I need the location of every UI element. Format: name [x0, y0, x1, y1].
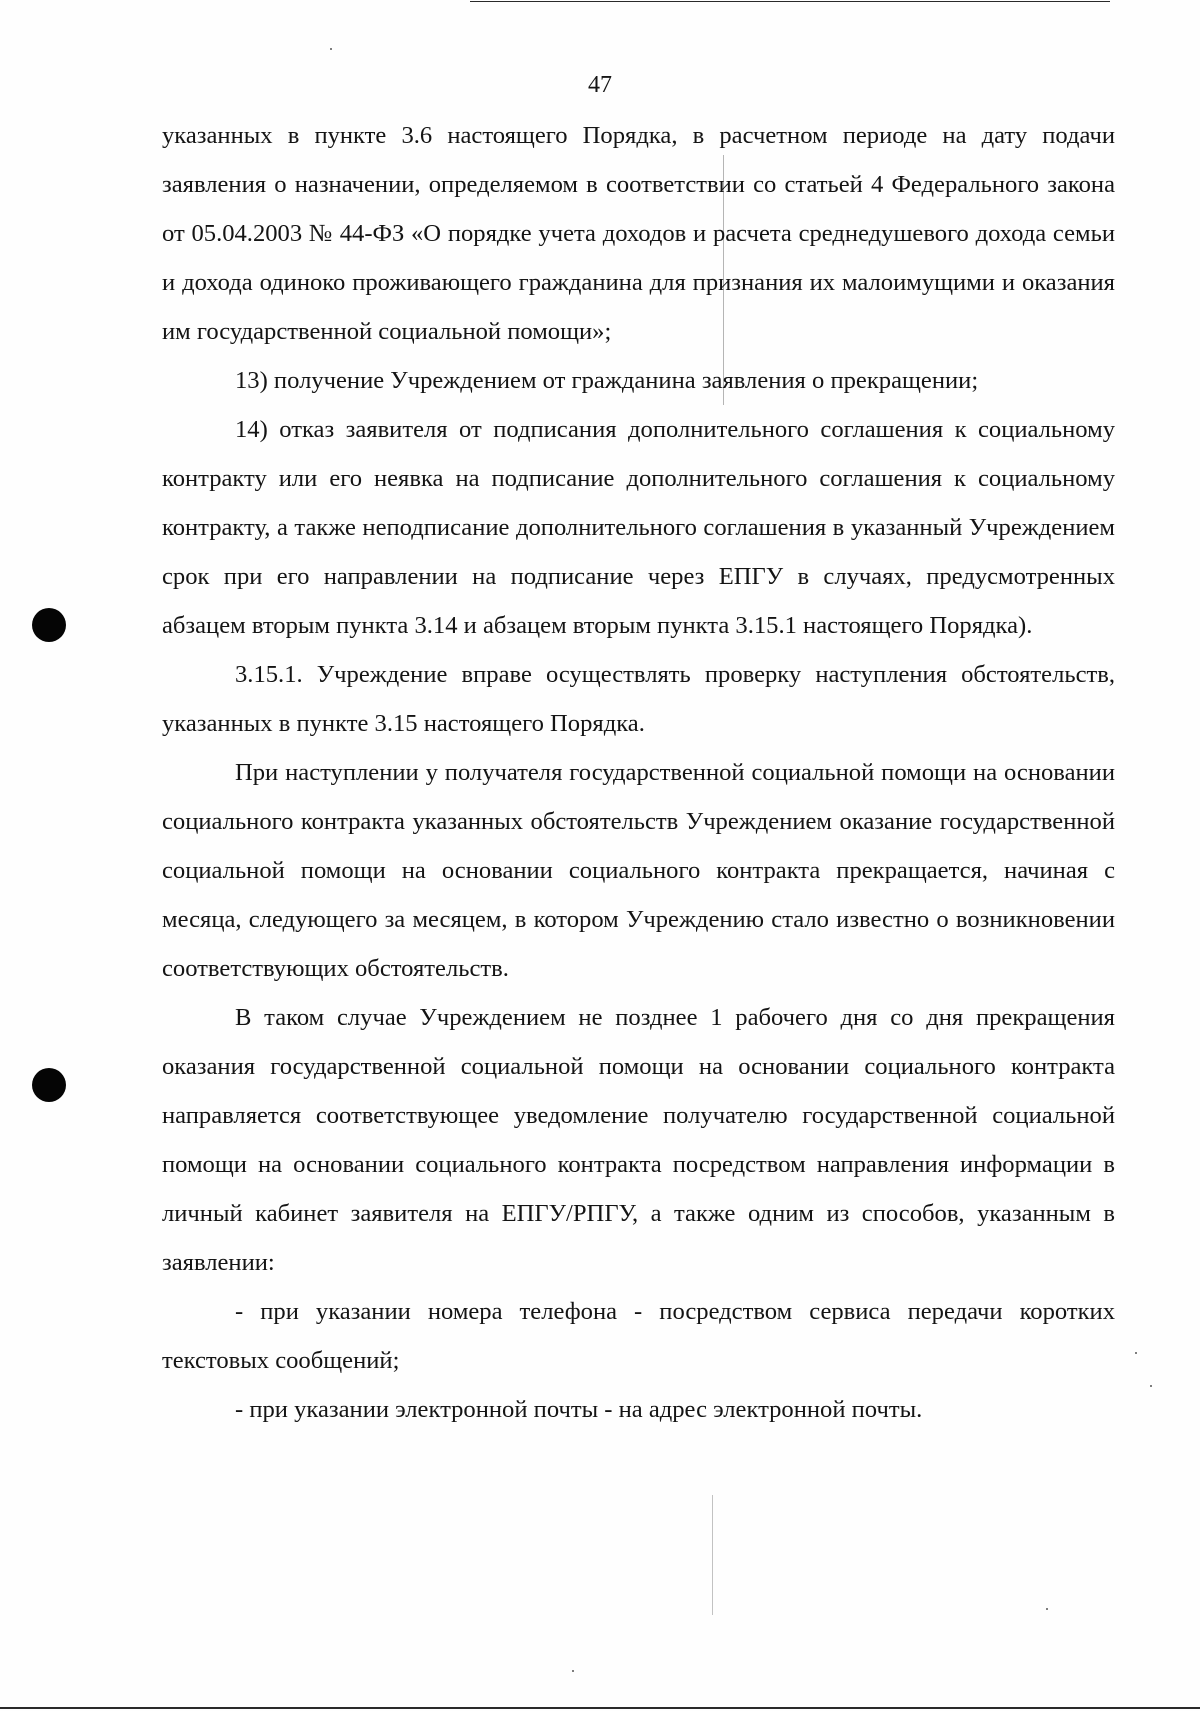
paragraph-email-method: - при указании электронной почты - на адрес электронной почты. — [235, 1396, 923, 1423]
paragraph-item-13: 13) получение Учреждением от гражданина заявления о прекращении; — [235, 367, 979, 394]
bottom-scan-edge-line — [0, 1707, 1200, 1709]
document-body — [162, 111, 1115, 1434]
paragraph-termination: При наступлении у получателя государственной социальной помощи на основании социального контракта указанных обстоятельств Учреждением оказание государственной социальной помощи на основании социального контракта прекращается, начиная с месяца, следующего за месяцем, в котором Учреждению стало известно о возникновении соответствующих обстоятельств. — [162, 759, 1115, 982]
punch-hole-upper — [32, 608, 66, 642]
paragraph-notification: В таком случае Учреждением не позднее 1 рабочего дня со дня прекращения оказания государственной социальной помощи на основании социального контракта направляется соответствующее уведомление получателю государственной социальной помощи на основании социального контракта посредством направления информации в личный кабинет заявителя на ЕПГУ/РПГУ, а также одним из способов, указанным в заявлении: — [162, 1004, 1115, 1276]
paragraph-3-15-1: 3.15.1. Учреждение вправе осуществлять проверку наступления обстоятельств, указанных в пункте 3.15 настоящего Порядка. — [162, 661, 1115, 737]
scan-speck — [1135, 1352, 1137, 1354]
top-scan-edge-line — [470, 1, 1110, 2]
page-number: 47 — [588, 72, 612, 98]
scan-speck — [572, 1670, 574, 1672]
punch-hole-lower — [32, 1068, 66, 1102]
paragraph-continuation: указанных в пункте 3.6 настоящего Порядка, в расчетном периоде на дату подачи заявления о назначении, определяемом в соответствии со статьей 4 Федерального закона от 05.04.2003 № 44-ФЗ «О порядке учета доходов и расчета среднедушевого дохода семьи и дохода одиноко проживающего гражданина для признания их малоимущими и оказания им государственной социальной помощи»; — [162, 122, 1115, 345]
paragraph-item-14: 14) отказ заявителя от подписания дополнительного соглашения к социальному контракту или его неявка на подписание дополнительного соглашения к социальному контракту, а также неподписание дополнительного соглашения в указанный Учреждением срок при его направлении на подписание через ЕПГУ в случаях, предусмотренных абзацем вторым пункта 3.14 и абзацем вторым пункта 3.15.1 настоящего Порядка). — [162, 416, 1115, 639]
scan-speck — [1150, 1385, 1152, 1387]
scan-speck — [330, 48, 332, 50]
paragraph-phone-method: - при указании номера телефона - посредством сервиса передачи коротких текстовых сообщений; — [162, 1298, 1115, 1374]
fold-mark-line-lower — [712, 1495, 713, 1615]
scan-speck — [1046, 1608, 1048, 1610]
